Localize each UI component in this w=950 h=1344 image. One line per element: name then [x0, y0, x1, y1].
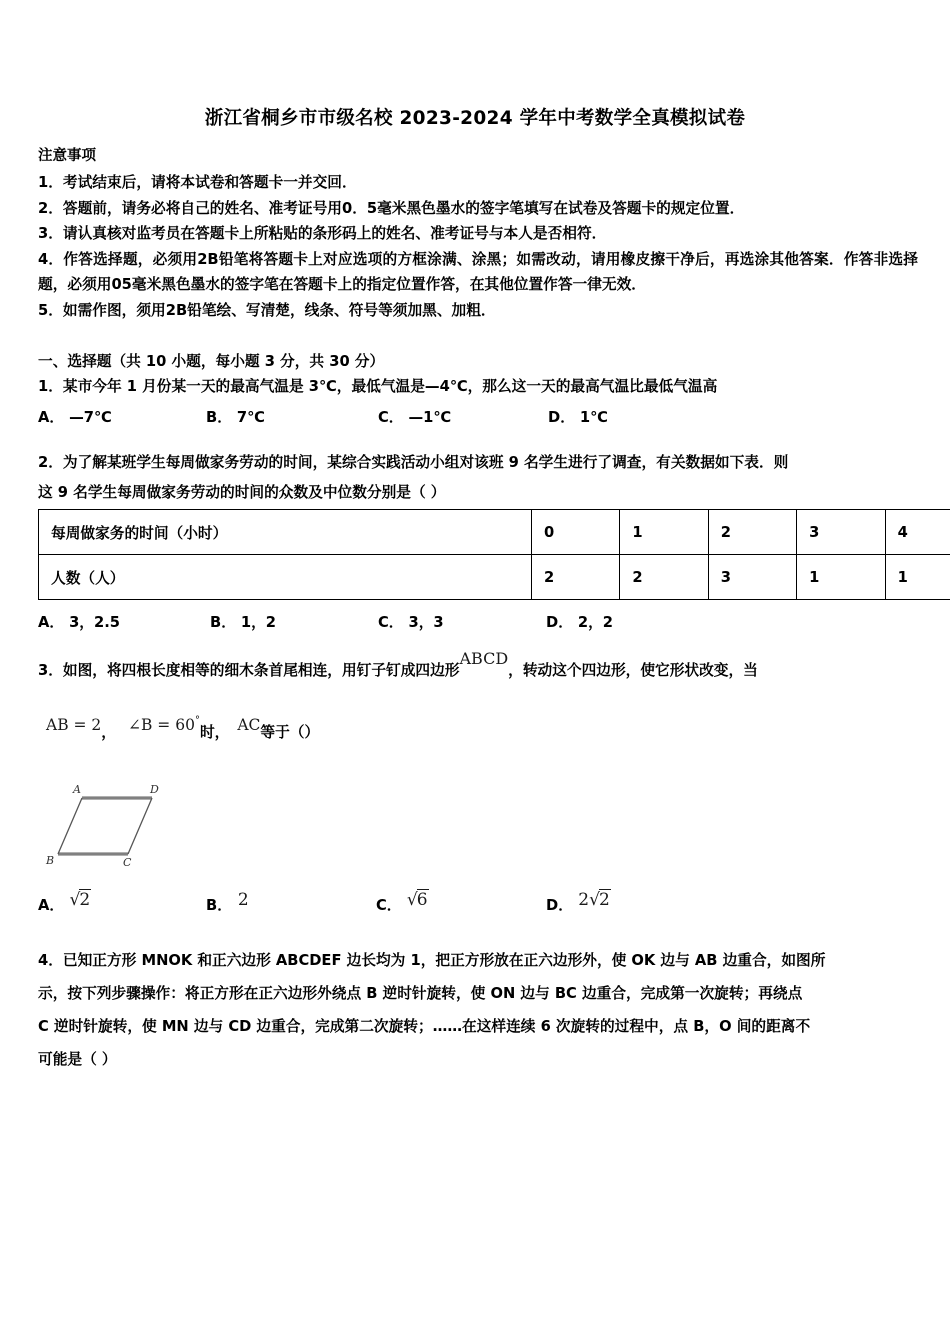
question-1-stem: 1．某市今年 1 月份某一天的最高气温是 3℃，最低气温是—4℃，那么这一天的最高气温比最低气温高 [38, 378, 718, 395]
question-4-stem-line-2: 示，按下列步骤操作：将正方形在正六边形外绕点 B 逆时针旋转，使 ON 边与 BC 边重合，完成第一次旋转；再绕点 [38, 985, 803, 1002]
option-label: A． [38, 897, 65, 914]
option-label: C． [376, 897, 402, 914]
question-3-stem [38, 649, 918, 686]
option-value-sqrt2: √2 [64, 890, 91, 910]
option-label: B． [206, 897, 232, 914]
edge-DC [128, 798, 152, 854]
table-cell-count-3: 1 [797, 555, 885, 600]
condition-angle-b: ∠B = 60 [128, 716, 195, 734]
option-value: 1℃ [579, 409, 608, 426]
question-1-option-d[interactable] [548, 405, 608, 431]
condition-tail: 等于（） [260, 724, 320, 741]
question-3-options [38, 892, 918, 924]
question-3-option-c[interactable] [376, 892, 429, 919]
question-1-option-c[interactable] [378, 405, 451, 431]
question-3-option-d[interactable] [546, 892, 611, 919]
vertex-label-C: C [123, 856, 132, 869]
option-label: C． [378, 614, 404, 631]
option-label: D． [546, 614, 573, 631]
question-2-option-c[interactable] [378, 610, 444, 636]
question-2-data-table [38, 509, 950, 600]
question-2-stem-line-2: 这 9 名学生每周做家务劳动的时间的众数及中位数分别是（ ） [38, 484, 446, 501]
table-cell-hours-1: 1 [620, 510, 708, 555]
option-label: A． [38, 409, 65, 426]
condition-comma: ， [101, 724, 116, 741]
option-value: 3，3 [408, 614, 444, 631]
table-cell-count-4: 1 [885, 555, 950, 600]
question-2-option-b[interactable] [210, 610, 276, 636]
condition-ab: AB = 2 [46, 716, 102, 734]
table-cell-hours-0: 0 [532, 510, 620, 555]
question-4-stem-line-1: 4．已知正方形 MNOK 和正六边形 ABCDEF 边长均为 1，把正方形放在正六边形外，使 OK 边与 AB 边重合，如图所 [38, 952, 826, 969]
option-label: A． [38, 614, 65, 631]
option-value: 1，2 [240, 614, 277, 631]
question-1-option-b[interactable] [206, 405, 265, 431]
question-4-stem-line-3: C 逆时针旋转，使 MN 边与 CD 边重合，完成第二次旋转；……在这样连续 6 次旋转的过程中，点 B，O 间的距离不 [38, 1018, 811, 1035]
table-row-label-hours: 每周做家务的时间（小时） [39, 510, 532, 555]
condition-time: 时， [199, 724, 230, 741]
table-row [39, 510, 950, 555]
question-1-options [38, 405, 918, 431]
table-cell-hours-3: 3 [797, 510, 885, 555]
notice-item-2: 2．答题前，请务必将自己的姓名、准考证号用0．5毫米黑色墨水的签字笔填写在试卷及答题卡的规定位置． [38, 199, 745, 217]
option-label: B． [206, 409, 232, 426]
option-value-2: 2 [237, 890, 249, 910]
vertex-label-B: B [46, 854, 55, 867]
question-2-option-a[interactable] [38, 610, 120, 636]
notice-heading: 注意事项 [38, 148, 96, 164]
notice-section [38, 145, 918, 323]
edge-AB [58, 798, 82, 854]
question-2-stem-line-1: 2．为了解某班学生每周做家务劳动的时间，某综合实践活动小组对该班 9 名学生进行了调查，有关数据如下表．则 [38, 454, 789, 471]
option-value: —7℃ [69, 409, 112, 426]
option-label: D． [546, 897, 573, 914]
option-value: 3，2.5 [69, 614, 120, 631]
option-label: C． [378, 409, 404, 426]
table-cell-count-2: 3 [708, 555, 796, 600]
question-1-option-a[interactable] [38, 405, 112, 431]
notice-item-1: 1．考试结束后，请将本试卷和答题卡一并交回． [38, 174, 357, 191]
notice-item-3: 3．请认真核对监考员在答题卡上所粘贴的条形码上的姓名、准考证号与本人是否相符． [38, 225, 607, 242]
option-label: B． [210, 614, 236, 631]
degree-symbol: ° [194, 715, 200, 726]
option-value: 7℃ [236, 409, 265, 426]
question-3-stem-part-2: ，转动这个四边形，使它形状改变，当 [508, 662, 758, 679]
condition-ac: AC [237, 716, 261, 734]
radicand: 2 [598, 890, 610, 910]
vertex-label-D: D [150, 783, 159, 796]
radicand: 6 [416, 890, 428, 910]
page-title: 浙江省桐乡市市级名校 2023-2024 学年中考数学全真模拟试卷 [204, 108, 746, 129]
parallelogram-figure [40, 776, 220, 876]
parallelogram-svg [40, 776, 220, 876]
question-4-stem-line-4: 可能是（ ） [38, 1051, 117, 1068]
table-row-label-count: 人数（人） [39, 555, 532, 600]
coefficient: 2 [578, 890, 590, 910]
question-3-quadrilateral-name: ABCD [459, 649, 509, 668]
question-3-stem-part-1: 3．如图，将四根长度相等的细木条首尾相连，用钉子钉成四边形 [38, 662, 460, 679]
question-3-option-b[interactable] [206, 892, 249, 919]
option-label: D． [548, 409, 575, 426]
table-cell-count-0: 2 [532, 555, 620, 600]
question-2-option-d[interactable] [546, 610, 613, 636]
section-heading-choice: 一、选择题（共 10 小题，每小题 3 分，共 30 分） [38, 353, 385, 370]
table-cell-count-1: 2 [620, 555, 708, 600]
question-3-condition-line [46, 715, 926, 749]
option-value: 2，2 [577, 614, 614, 631]
question-2-options [38, 610, 918, 636]
table-cell-hours-2: 2 [708, 510, 796, 555]
option-value-2sqrt2: 2√2 [578, 890, 610, 910]
notice-item-5: 5．如需作图，须用2B铅笔绘、写清楚，线条、符号等须加黑、加粗． [38, 301, 496, 319]
option-value-sqrt6: √6 [401, 890, 428, 910]
notice-item-4: 4．作答选择题，必须用2B铅笔将答题卡上对应选项的方框涂满、涂黑；如需改动，请用橡皮擦干净后，再选涂其他答案．作答非选择题，必须用05毫米黑色墨水的签字笔在答题卡上的指定位置作答，在其他位置作答一律无效． [38, 250, 918, 293]
table-row [39, 555, 950, 600]
table-cell-hours-4: 4 [885, 510, 950, 555]
vertex-label-A: A [73, 783, 81, 796]
question-3-option-a[interactable] [38, 892, 91, 919]
radicand: 2 [79, 890, 91, 910]
option-value: —1℃ [408, 409, 452, 426]
